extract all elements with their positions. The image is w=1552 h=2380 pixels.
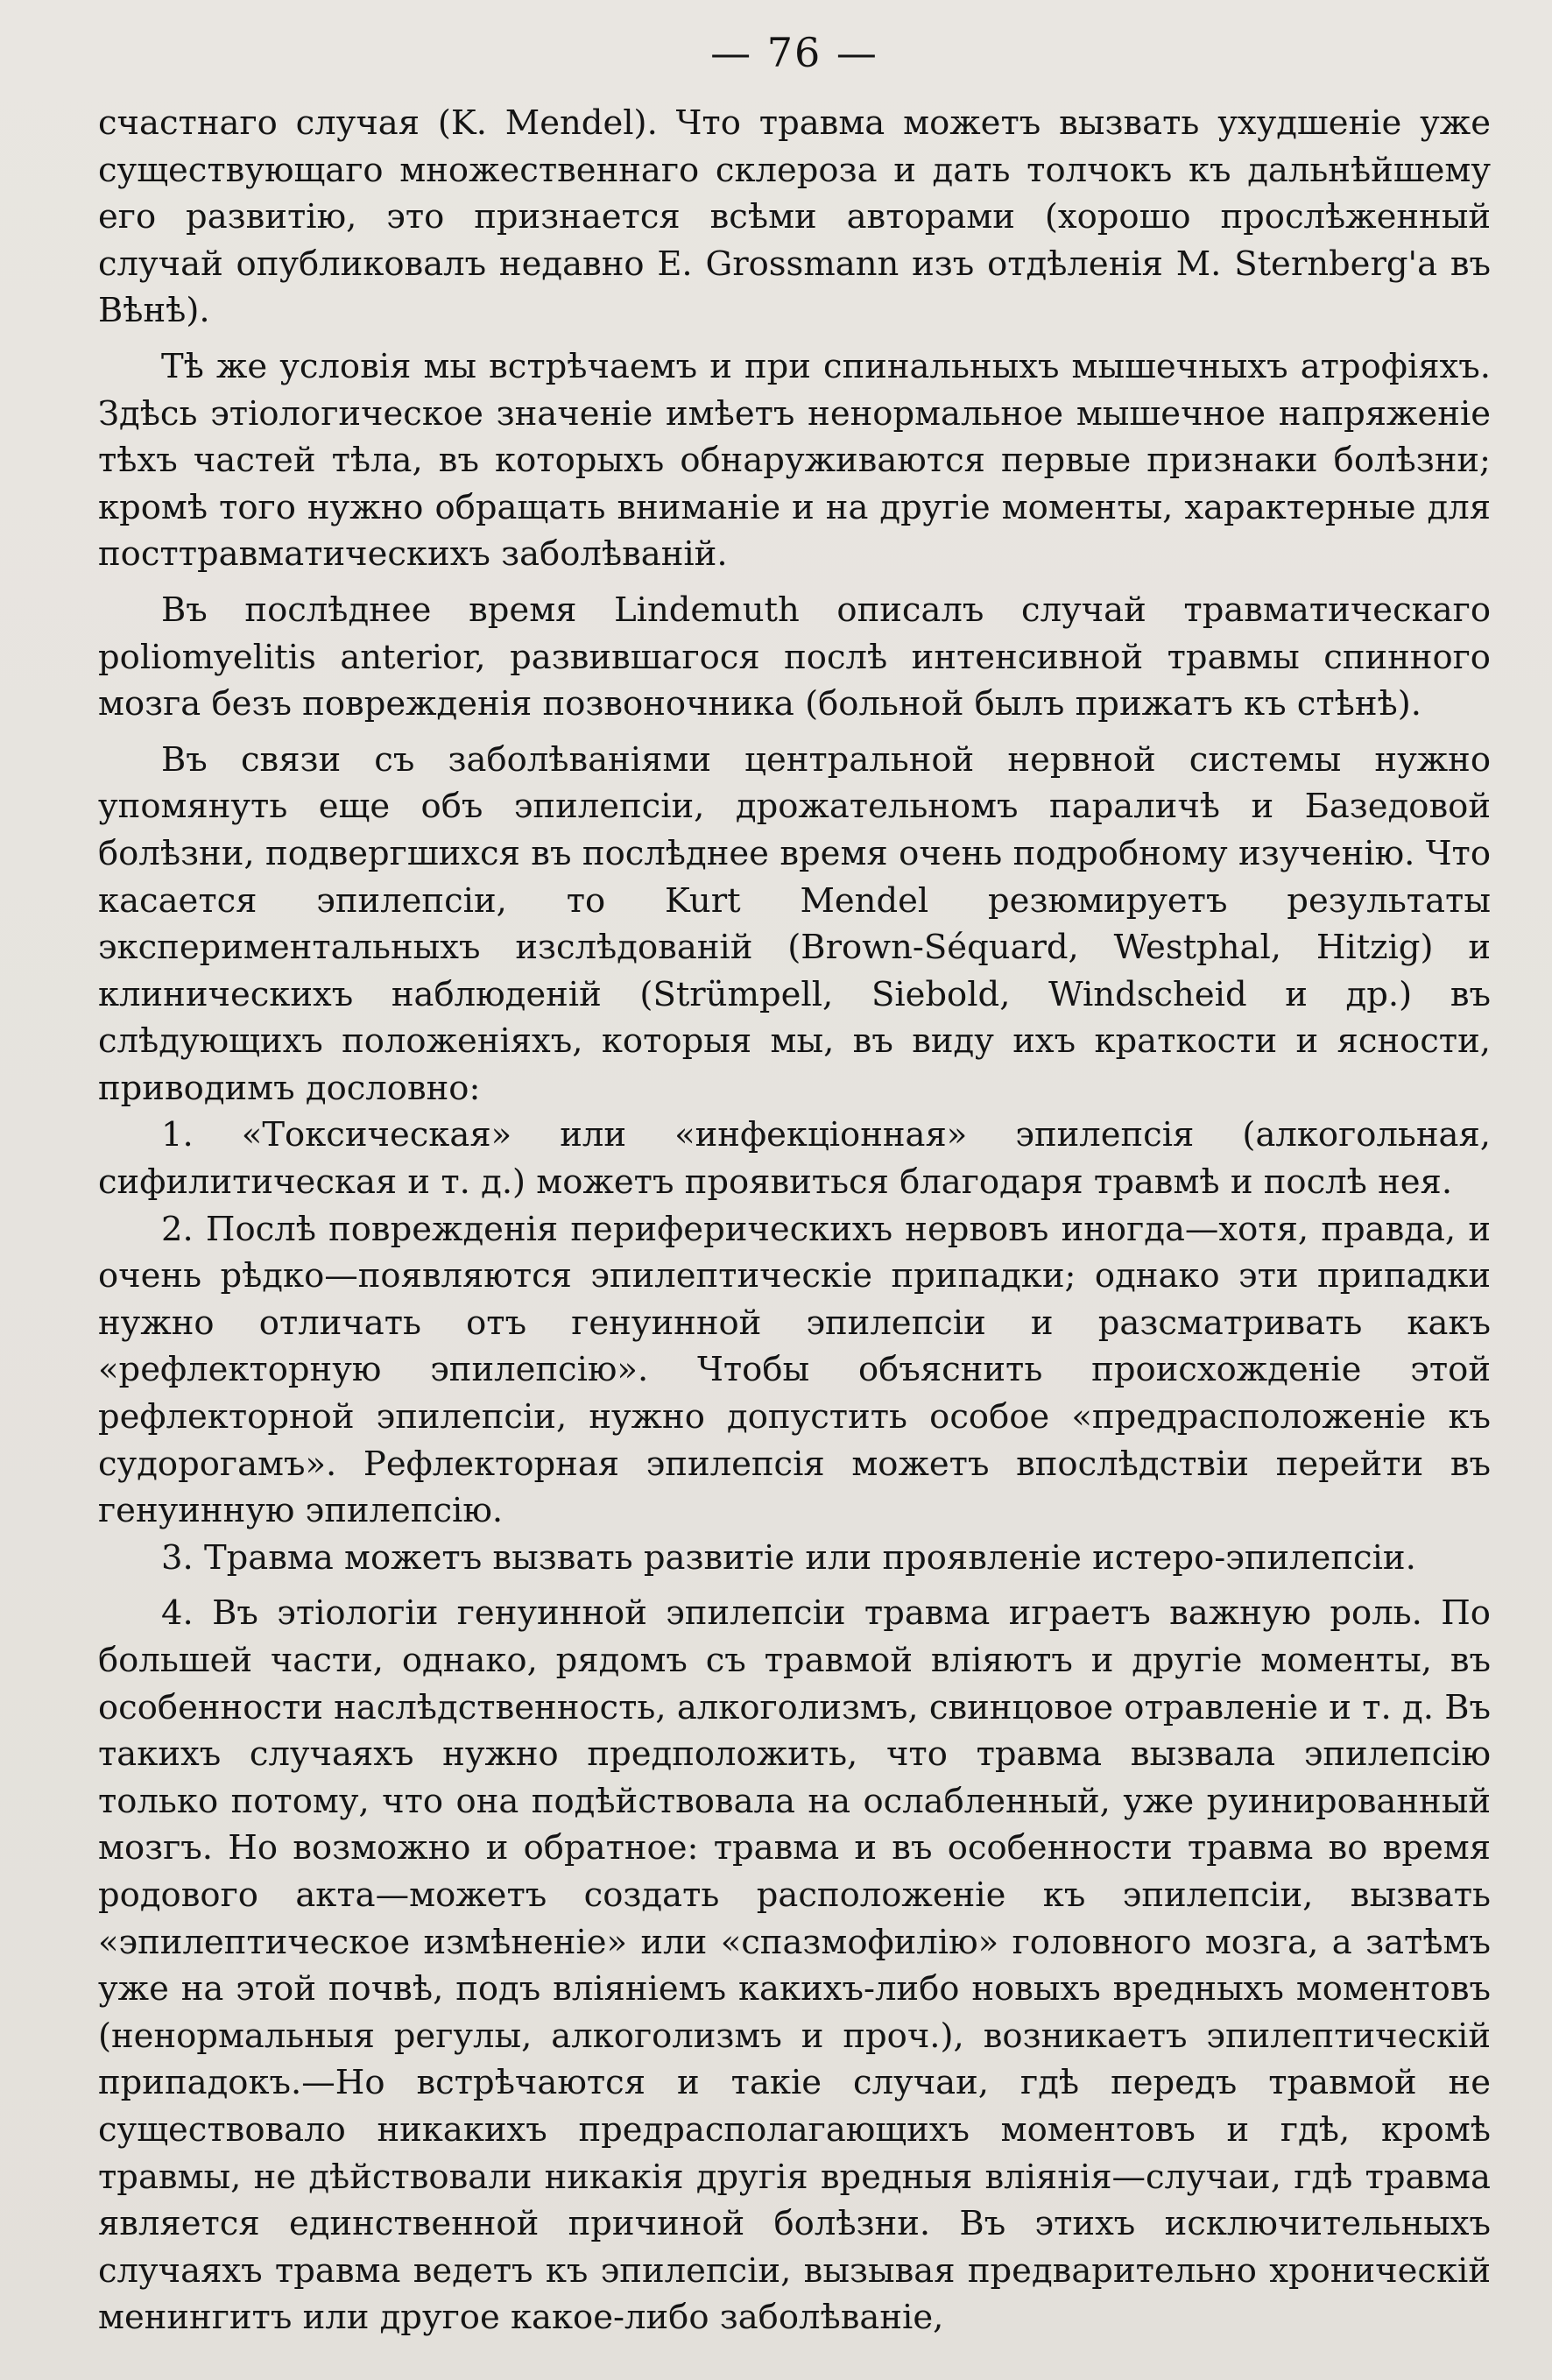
- body-text: [98, 100, 1491, 2341]
- paragraph-spinal-atrophy: Тѣ же условія мы встрѣчаемъ и при спинальныхъ мышечныхъ атрофіяхъ. Здѣсь этіологическое значеніе имѣетъ ненормальное мышечное напряженіе тѣхъ частей тѣла, въ которыхъ обнаруживаются первые признаки болѣзни; кромѣ того нужно обращать вниманіе и на другіе моменты, характерные для посттравматическихъ заболѣваній.: [98, 346, 1491, 575]
- list-item-2: 2. Послѣ поврежденія периферическихъ нервовъ иногда—хотя, правда, и очень рѣдко—появляются эпилептическіе припадки; однако эти припадки нужно отличать отъ генуинной эпилепсіи и разсматривать какъ «рефлекторную эпилепсію». Чтобы объяснить происхожденіе этой рефлекторной эпилепсіи, нужно допустить особое «предрасположеніе къ судорогамъ». Рефлекторная эпилепсія можетъ впослѣдствіи перейти въ генуинную эпилепсію.: [98, 1209, 1491, 1531]
- list-item-3: 3. Травма можетъ вызвать развитіе или проявленіе истеро-эпилепсіи.: [161, 1537, 1416, 1578]
- paragraph-poliomyelitis: Въ послѣднее время Lindemuth описалъ случай травматическаго poliomyelitis anterior, развившагося послѣ интенсивной травмы спинного мозга безъ поврежденія позвоночника (больной былъ прижатъ къ стѣнѣ).: [98, 590, 1491, 724]
- paragraph-epilepsy-intro: Въ связи съ заболѣваніями центральной нервной системы нужно упомянуть еще объ эпилепсіи, дрожательномъ параличѣ и Базедовой болѣзни, подвергшихся въ послѣднее время очень подробному изученію. Что касается эпилепсіи, то Kurt Mendel резюмируетъ результаты экспериментальныхъ изслѣдованій (Brown-Séquard, Westphal, Hitzig) и клиническихъ наблюденій (Strümpell, Siebold, Windscheid и др.) въ слѣдующихъ положеніяхъ, которыя мы, въ виду ихъ краткости и ясности, приводимъ дословно:: [98, 739, 1491, 1108]
- list-item-4: 4. Въ этіологіи генуинной эпилепсіи травма играетъ важную роль. По большей части, однако, рядомъ съ травмой вліяютъ и другіе моменты, въ особенности наслѣдственность, алкоголизмъ, свинцовое отравленіе и т. д. Въ такихъ случаяхъ нужно предположить, что травма вызвала эпилепсію только потому, что она подѣйствовала на ослабленный, уже руинированный мозгъ. Но возможно и обратное: травма и въ особенности травма во время родового акта—можетъ создать расположеніе къ эпилепсіи, вызвать «эпилептическое измѣненіе» или «спазмофилію» головного мозга, а затѣмъ уже на этой почвѣ, подъ вліяніемъ какихъ-либо новыхъ вредныхъ моментовъ (ненормальныя регулы, алкоголизмъ и проч.), возникаетъ эпилептическій припадокъ.—Но встрѣчаются и такіе случаи, гдѣ передъ травмой не существовало никакихъ предрасполагающихъ моментовъ и гдѣ, кромѣ травмы, не дѣйствовали никакія другія вредныя вліянія—случаи, гдѣ травма является единственной причиной болѣзни. Въ этихъ исключительныхъ случаяхъ травма ведетъ къ эпилепсіи, вызывая предварительно хроническій менингитъ или другое какое-либо заболѣваніе,: [98, 1593, 1491, 2338]
- page-number: — 76 —: [710, 29, 878, 76]
- list-item-1: 1. «Токсическая» или «инфекціонная» эпилепсія (алкогольная, сифилитическая и т. д.) можетъ проявиться благодаря травмѣ и послѣ нея.: [98, 1115, 1491, 1203]
- paragraph-continued: счастнаго случая (K. Mendel). Что травма можетъ вызвать ухудшеніе уже существующаго множественнаго склероза и дать толчокъ къ дальнѣйшему его развитію, это признается всѣми авторами (хорошо прослѣженный случай опубликовалъ недавно E. Grossmann изъ отдѣленія M. Sternberg'а въ Вѣнѣ).: [98, 103, 1491, 331]
